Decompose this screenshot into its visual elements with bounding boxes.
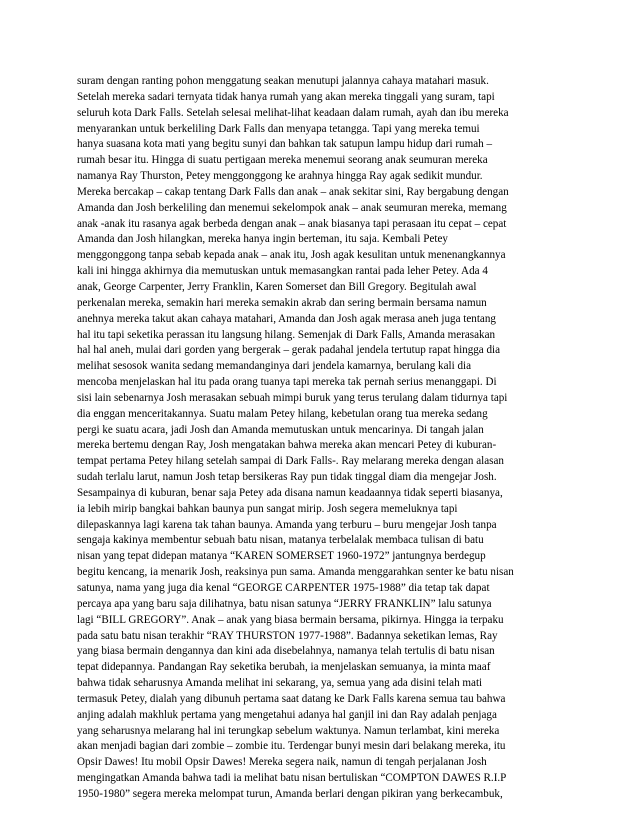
text-line: yang seharusnya melarang hal ini terungkap sebelum waktunya. Namun terlambat, kini mereka <box>77 724 500 737</box>
text-line: seluruh kota Dark Falls. Setelah selesai melihat-lihat keadaan dalam rumah, ayah dan ibu mereka <box>77 106 509 119</box>
text-line: ia lebih mirip bangkai bahkan baunya pun sangat mirip. Josh segera memeluknya tapi <box>77 502 458 515</box>
text-line: hal itu tapi seketika perassan itu langsung hilang. Semenjak di Dark Falls, Amanda merasakan <box>77 328 496 341</box>
text-line: anjing adalah makhluk pertama yang mengetahui adanya hal ganjil ini dan Ray adalah penjaga <box>77 708 497 721</box>
text-line: dilepaskannya lagi karena tak tahan baunya. Amanda yang terburu – buru mengejar Josh tanpa <box>77 518 497 531</box>
text-line: hanya suasana kota mati yang begitu sunyi dan bahkan tak satupun lampu hidup dari rumah – <box>77 138 492 151</box>
text-line: termasuk Petey, dialah yang dibunuh pertama saat datang ke Dark Falls karena semua tau bahwa <box>77 692 506 705</box>
text-line: bahwa tidak seharusnya Amanda melihat ini sekarang, ya, semua yang ada disini telah mati <box>77 677 483 690</box>
text-line: mereka bertemu dengan Ray, Josh mengatakan bahwa mereka akan mencari Petey di kuburan- <box>77 439 497 452</box>
text-line: dia enggan menceritakannya. Suatu malam Petey hilang, kebetulan orang tua mereka sedang <box>77 407 488 420</box>
text-line: namanya Ray Thurston, Petey menggonggong ke arahnya hingga Ray agak sedikit mundur. <box>77 170 483 183</box>
text-line: tempat pertama Petey hilang setelah sampai di Dark Falls-. Ray melarang mereka dengan alasan <box>77 455 504 468</box>
text-line: Opsir Dawes! Itu mobil Opsir Dawes! Mereka segera naik, namun di tengah perjalanan Josh <box>77 756 487 769</box>
text-line: rumah besar itu. Hingga di suatu pertigaan mereka menemui seorang anak seumuran mereka <box>77 154 488 167</box>
text-line: sengaja kakinya membentur sebuah batu nisan, matanya terbelalak membaca tulisan di batu <box>77 534 484 547</box>
text-line: suram dengan ranting pohon menggatung seakan menutupi jalannya cahaya matahari masuk. <box>77 75 489 87</box>
text-line: sisi lain sebenarnya Josh merasakan sebuah mimpi buruk yang terus terulang dalam tidurnya tapi <box>77 391 508 404</box>
text-line: mencoba menjelaskan hal itu pada orang tuanya tapi mereka tak pernah serius menanggapi. Di <box>77 376 497 389</box>
text-line: perkenalan mereka, semakin hari mereka semakin akrab dan sering bermain bersama namun <box>77 296 487 309</box>
document-page <box>77 74 562 803</box>
text-line: nisan yang tepat didepan matanya “KAREN SOMERSET 1960-1972” jantungnya berdegup <box>77 550 486 563</box>
text-line: pergi ke suatu acara, jadi Josh dan Amanda memutuskan untuk mencarinya. Di tangah jalan <box>77 423 484 436</box>
text-line: 1950-1980” segera mereka melompat turun, Amanda berlari dengan pikiran yang berkecambuk, <box>77 787 503 800</box>
text-line: akan menjadi bagian dari zombie – zombie itu. Terdengar bunyi mesin dari belakang mereka, itu <box>77 740 506 753</box>
text-line: anehnya mereka takut akan cahaya matahari, Amanda dan Josh agak merasa aneh juga tentang <box>77 312 496 325</box>
text-line: anak -anak itu rasanya agak berbeda dengan anak – anak biasanya tapi perasaan itu cepat – cepat <box>77 217 507 230</box>
text-line: satunya, nama yang juga dia kenal “GEORGE CARPENTER 1975-1988” dia tetap tak dapat <box>77 582 490 594</box>
text-line: sudah terlalu larut, namun Josh tetap bersikeras Ray pun tidak tinggal diam dia mengejar Josh. <box>77 471 497 484</box>
text-line: Amanda dan Josh hilangkan, mereka hanya ingin berteman, itu saja. Kembali Petey <box>77 233 448 246</box>
text-line: menggonggong tanpa sebab kepada anak – anak itu, Josh agak kesulitan untuk menenangkannya <box>77 249 506 262</box>
text-line: pada satu batu nisan terakhir “RAY THURSTON 1977-1988”. Badannya seketikan lemas, Ray <box>77 629 498 642</box>
text-line: percaya apa yang baru saja dilihatnya, batu nisan satunya “JERRY FRANKLIN” lalu satunya <box>77 597 492 610</box>
text-line: tepat didepannya. Pandangan Ray seketika berubah, ia menjelaskan semuanya, ia minta maaf <box>77 661 491 674</box>
text-line: begitu kencang, ia menarik Josh, reaksinya pun sama. Amanda menggarahkan senter ke batu nisan <box>77 566 514 579</box>
text-line: anak, George Carpenter, Jerry Franklin, Karen Somerset dan Bill Gregory. Begitulah awal <box>77 280 477 293</box>
text-line: mengingatkan Amanda bahwa tadi ia melihat batu nisan bertuliskan “COMPTON DAWES R.I.P <box>77 772 507 785</box>
text-line: Setelah mereka sadari ternyata tidak hanya rumah yang akan mereka tinggali yang suram, tapi <box>77 90 495 103</box>
text-line: hal hal aneh, mulai dari gorden yang bergerak – gerak padahal jendela tertutup rapat hingga dia <box>77 344 501 357</box>
text-line: yang biasa bermain dengannya dan kini ada disebelahnya, namanya telah tertulis di batu nisan <box>77 645 495 658</box>
text-line: Sesampainya di kuburan, benar saja Petey ada disana namun keadaannya tidak seperti biasanya, <box>77 486 503 499</box>
text-line: Amanda dan Josh berkeliling dan menemui sekelompok anak – anak seumuran mereka, memang <box>77 201 507 214</box>
text-line: melihat sesosok wanita sedang memandanginya dari jendela kamarnya, berulang kali dia <box>77 360 472 373</box>
text-line: kali ini hingga akhirnya dia memutuskan untuk memasangkan rantai pada leher Petey. Ada 4 <box>77 265 488 278</box>
text-line: menyarankan untuk berkeliling Dark Falls dan menyapa tetangga. Tapi yang mereka temui <box>77 122 480 135</box>
text-line: Mereka bercakap – cakap tentang Dark Falls dan anak – anak sekitar sini, Ray bergabung dengan <box>77 185 509 198</box>
text-line: lagi “BILL GREGORY”. Anak – anak yang biasa bermain bersama, pikirnya. Hingga ia terpaku <box>77 613 504 626</box>
